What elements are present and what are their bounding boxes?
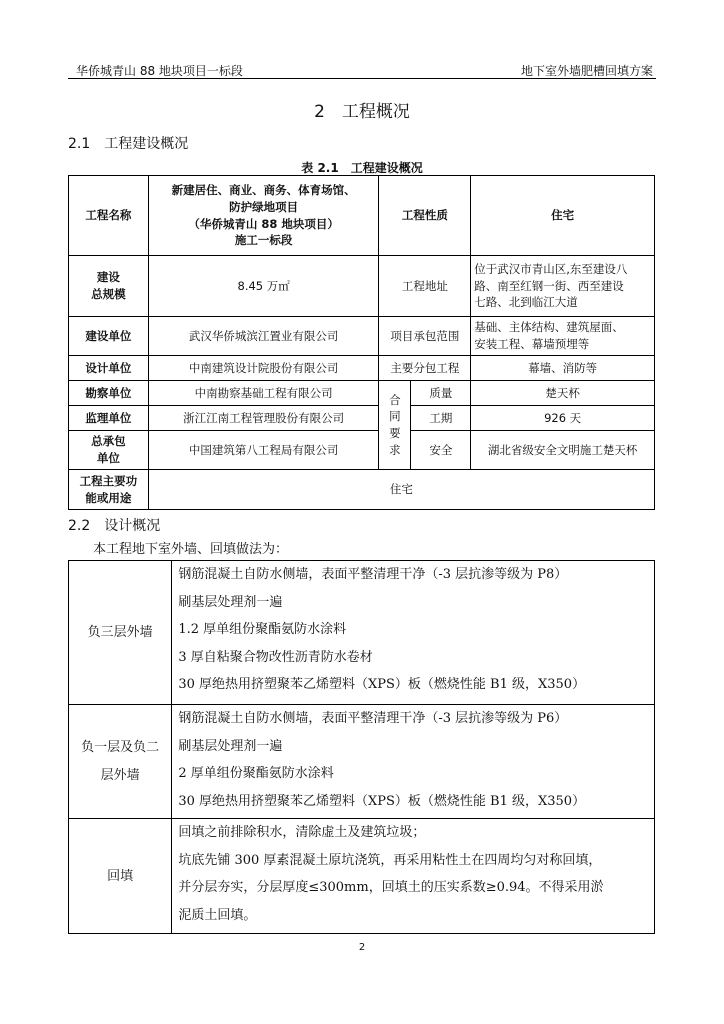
chapter-title: 2 工程概况 <box>314 102 410 122</box>
value-designer: 中南建筑设计院股份有限公司 <box>148 356 379 381</box>
group-lines-b1-b2-wall: 钢筋混凝土自防水侧墙，表面平整清理干净（-3 层抗渗等级为 P6） 刷基层处理剂一遍 2 厚单组份聚酯氨防水涂料 30 厚绝热用挤塑聚苯乙烯塑料（XPS）板（燃烧性能 B1 级，X350） <box>172 705 655 819</box>
label-contract-scope: 项目承包范围 <box>379 317 471 356</box>
value-supervisor: 浙江江南工程管理股份有限公司 <box>148 406 379 431</box>
value-main-function: 住宅 <box>148 470 654 510</box>
intro-paragraph: 本工程地下室外墙、回填做法为： <box>93 542 289 557</box>
table-row <box>69 705 655 819</box>
table-row <box>69 317 655 356</box>
label-safety: 安全 <box>411 431 471 470</box>
label-subcontract: 主要分包工程 <box>379 356 471 381</box>
group-lines-backfill: 回填之前排除积水，清除虚土及建筑垃圾； 坑底先铺 300 厚素混凝土原坑浇筑，再采用粘性土在四周均匀对称回填， 并分层夯实，分层厚度≤300mm，回填土的压实系数≥0.94。不得采用淤 泥质土回填。 <box>172 819 655 934</box>
header-project: 华侨城青山 88 地块项目一标段 <box>76 64 243 78</box>
table-row <box>69 381 655 406</box>
value-safety: 湖北省级安全文明施工楚天杯 <box>471 431 655 470</box>
table-row <box>69 819 655 934</box>
table-row <box>69 356 655 381</box>
group-label-b3-wall: 负三层外墙 <box>69 561 172 705</box>
section-heading-2-1: 2.1 工程建设概况 <box>68 136 189 152</box>
design-method-table <box>68 560 655 934</box>
label-supervisor: 监理单位 <box>69 406 149 431</box>
contract-requirements-label: 合 同 要 求 <box>379 381 411 470</box>
label-main-function: 工程主要功 能或用途 <box>69 470 149 510</box>
label-project-name: 工程名称 <box>69 176 149 256</box>
value-project-name: 新建居住、商业、商务、体育场馆、 防护绿地项目 （华侨城青山 88 地块项目） 施工一标段 <box>148 176 379 256</box>
table-row <box>69 470 655 510</box>
group-lines-b3-wall: 钢筋混凝土自防水侧墙，表面平整清理干净（-3 层抗渗等级为 P8） 刷基层处理剂一遍 1.2 厚单组份聚酯氨防水涂料 3 厚自粘聚合物改性沥青防水卷材 30 厚绝热用挤塑聚苯乙烯塑料（XPS）板（燃烧性能 B1 级，X350） <box>172 561 655 705</box>
table-row <box>69 256 655 317</box>
label-duration: 工期 <box>411 406 471 431</box>
value-general-contractor: 中国建筑第八工程局有限公司 <box>148 431 379 470</box>
header-rule <box>68 78 656 79</box>
label-project-nature: 工程性质 <box>379 176 471 256</box>
project-overview-table <box>68 175 655 381</box>
table-caption: 表 2.1 工程建设概况 <box>301 161 423 175</box>
label-survey: 勘察单位 <box>69 381 149 406</box>
label-general-contractor: 总承包 单位 <box>69 431 149 470</box>
value-address: 位于武汉市青山区,东至建设八 路、南至红钢一街、西至建设 七路、北到临江大道 <box>471 256 655 317</box>
label-quality: 质量 <box>411 381 471 406</box>
table-row <box>69 406 655 431</box>
value-quality: 楚天杯 <box>471 381 655 406</box>
page-number: 2 <box>358 942 366 953</box>
value-project-nature: 住宅 <box>471 176 655 256</box>
value-total-scale: 8.45 万㎡ <box>148 256 379 317</box>
label-designer: 设计单位 <box>69 356 149 381</box>
label-owner: 建设单位 <box>69 317 149 356</box>
table-row <box>69 176 655 256</box>
table-row <box>69 561 655 705</box>
project-overview-table-lower <box>68 380 655 510</box>
value-subcontract: 幕墙、消防等 <box>471 356 655 381</box>
table-row <box>69 431 655 470</box>
value-owner: 武汉华侨城滨江置业有限公司 <box>148 317 379 356</box>
value-contract-scope: 基础、主体结构、建筑屋面、 安装工程、幕墙预埋等 <box>471 317 655 356</box>
label-address: 工程地址 <box>379 256 471 317</box>
section-heading-2-2: 2.2 设计概况 <box>68 518 161 534</box>
group-label-b1-b2-wall: 负一层及负二 层外墙 <box>69 705 172 819</box>
label-total-scale: 建设 总规模 <box>69 256 149 317</box>
header-doc-title: 地下室外墙肥槽回填方案 <box>520 64 653 78</box>
group-label-backfill: 回填 <box>69 819 172 934</box>
value-duration: 926 天 <box>471 406 655 431</box>
value-survey: 中南勘察基础工程有限公司 <box>148 381 379 406</box>
